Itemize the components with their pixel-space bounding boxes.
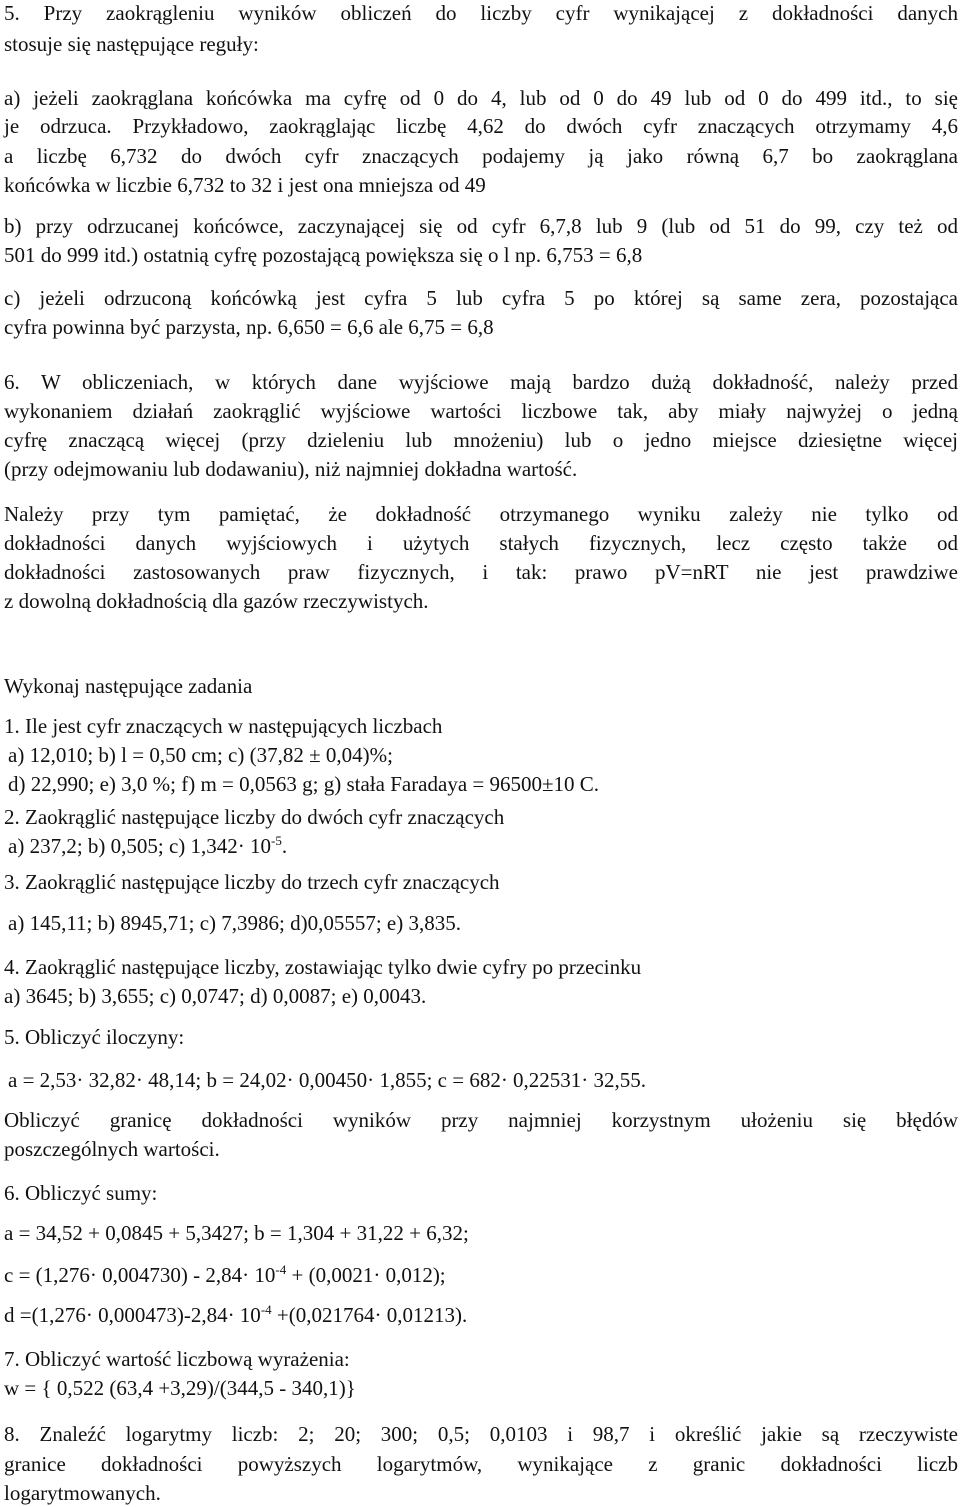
note-line-2: dokładności danych wyjściowych i użytych stałych fizycznych, lecz często także od xyxy=(4,531,958,555)
sec5-line-2: stosuje się następujące reguły: xyxy=(4,32,259,56)
task-1-line-2: d) 22,990; e) 3,0 %; f) m = 0,0563 g; g) stała Faradaya = 96500±10 C. xyxy=(8,772,600,796)
rule-c-line-2: cyfra powinna być parzysta, np. 6,650 = 6,6 ale 6,75 = 6,8 xyxy=(4,315,494,339)
task-6-line-3 xyxy=(4,1303,960,1327)
task-6-line-1: a = 34,52 + 0,0845 + 5,3427; b = 1,304 + 31,22 + 6,32; xyxy=(4,1221,469,1245)
note-line-1: Należy przy tym pamiętać, że dokładność otrzymanego wyniku zależy nie tylko od xyxy=(4,502,958,526)
task-2-line-1-main: a) 237,2; b) 0,505; c) 1,342· 10 xyxy=(8,834,272,858)
task-2-title: 2. Zaokrąglić następujące liczby do dwóch cyfr znaczących xyxy=(4,805,505,829)
task-1-title: 1. Ile jest cyfr znaczących w następujących liczbach xyxy=(4,714,443,738)
task-2-line-1-end: . xyxy=(281,834,288,858)
sec6-line-3: cyfrę znaczącą więcej (przy dzieleniu lub mnożeniu) lub o jedno miejsce dziesiętne więcej xyxy=(4,428,958,452)
task-4-title: 4. Zaokrąglić następujące liczby, zostawiając tylko dwie cyfry po przecinku xyxy=(4,955,642,979)
task-3-title: 3. Zaokrąglić następujące liczby do trzech cyfr znaczących xyxy=(4,870,500,894)
task-6-line-2-b: + (0,0021· 0,012); xyxy=(286,1263,446,1287)
sec6-line-4: (przy odejmowaniu lub dodawaniu), niż najmniej dokładna wartość. xyxy=(4,457,578,481)
task-5-line-2: Obliczyć granicę dokładności wyników przy najmniej korzystnym ułożeniu się błędów xyxy=(4,1108,958,1132)
task-5-line-1: a = 2,53· 32,82· 48,14; b = 24,02· 0,00450· 1,855; c = 682· 0,22531· 32,55. xyxy=(8,1068,647,1092)
sec6-line-2: wykonaniem działań zaokrąglić wyjściowe wartości liczbowe tak, aby miały najwyżej o jedną xyxy=(4,399,958,423)
task-6-line-3-a: d =(1,276· 0,000473)-2,84· 10 xyxy=(4,1303,261,1327)
task-2-exponent: -5 xyxy=(271,833,282,848)
tasks-heading: Wykonaj następujące zadania xyxy=(4,674,253,698)
rule-a-line-3: a liczbę 6,732 do dwóch cyfr znaczących podajemy ją jako równą 6,7 bo zaokrąglana xyxy=(4,144,958,168)
note-line-4: z dowolną dokładnością dla gazów rzeczywistych. xyxy=(4,589,429,613)
task-2-line-1 xyxy=(8,834,960,858)
rule-b-line-2: 501 do 999 itd.) ostatnią cyfrę pozostającą powiększa się o l np. 6,753 = 6,8 xyxy=(4,243,643,267)
rule-a-line-4: końcówka w liczbie 6,732 to 32 i jest ona mniejsza od 49 xyxy=(4,173,486,197)
rule-c-line-1: c) jeżeli odrzuconą końcówką jest cyfra 5 lub cyfra 5 po której są same zera, pozostająca xyxy=(4,286,958,310)
sec6-line-1: 6. W obliczeniach, w których dane wyjściowe mają bardzo dużą dokładność, należy przed xyxy=(4,370,958,394)
task-8-line-2: granice dokładności powyższych logarytmów, wynikające z granic dokładności liczb xyxy=(4,1452,958,1476)
task-4-line-1: a) 3645; b) 3,655; c) 0,0747; d) 0,0087; e) 0,0043. xyxy=(4,984,427,1008)
task-5-title: 5. Obliczyć iloczyny: xyxy=(4,1025,185,1049)
task-6-line-3-b: +(0,021764· 0,01213). xyxy=(271,1303,468,1327)
rule-a-line-1: a) jeżeli zaokrąglana końcówka ma cyfrę od 0 do 4, lub od 0 do 49 lub od 0 do 499 itd., to się xyxy=(4,86,958,110)
rule-a-line-2: je odrzuca. Przykładowo, zaokrąglając liczbę 4,62 do dwóch cyfr znaczących otrzymamy 4,6 xyxy=(4,114,958,138)
rule-b-line-1: b) przy odrzucanej końcówce, zaczynającej się od cyfr 6,7,8 lub 9 (lub od 51 do 99, czy też od xyxy=(4,214,958,238)
sec5-line-1: 5. Przy zaokrągleniu wyników obliczeń do liczby cyfr wynikającej z dokładności danych xyxy=(4,1,958,25)
task-1-line-1: a) 12,010; b) l = 0,50 cm; c) (37,82 ± 0,04)%; xyxy=(8,743,393,767)
task-5-line-3: poszczególnych wartości. xyxy=(4,1137,220,1161)
task-6-line-3-exponent: -4 xyxy=(260,1302,272,1317)
task-6-line-2 xyxy=(4,1263,960,1287)
task-6-title: 6. Obliczyć sumy: xyxy=(4,1181,158,1205)
task-6-line-2-exponent: -4 xyxy=(275,1262,287,1277)
task-7-line-1: w = { 0,522 (63,4 +3,29)/(344,5 - 340,1)} xyxy=(4,1376,356,1400)
task-7-title: 7. Obliczyć wartość liczbową wyrażenia: xyxy=(4,1347,350,1371)
task-6-line-2-a: c = (1,276· 0,004730) - 2,84· 10 xyxy=(4,1263,276,1287)
task-8-line-3: logarytmowanych. xyxy=(4,1481,161,1505)
task-3-line-1: a) 145,11; b) 8945,71; c) 7,3986; d)0,05557; e) 3,835. xyxy=(8,911,461,935)
note-line-3: dokładności zastosowanych praw fizycznych, i tak: prawo pV=nRT nie jest prawdziwe xyxy=(4,560,958,584)
task-8-line-1: 8. Znaleźć logarytmy liczb: 2; 20; 300; 0,5; 0,0103 i 98,7 i określić jakie są rzeczywiste xyxy=(4,1422,958,1446)
